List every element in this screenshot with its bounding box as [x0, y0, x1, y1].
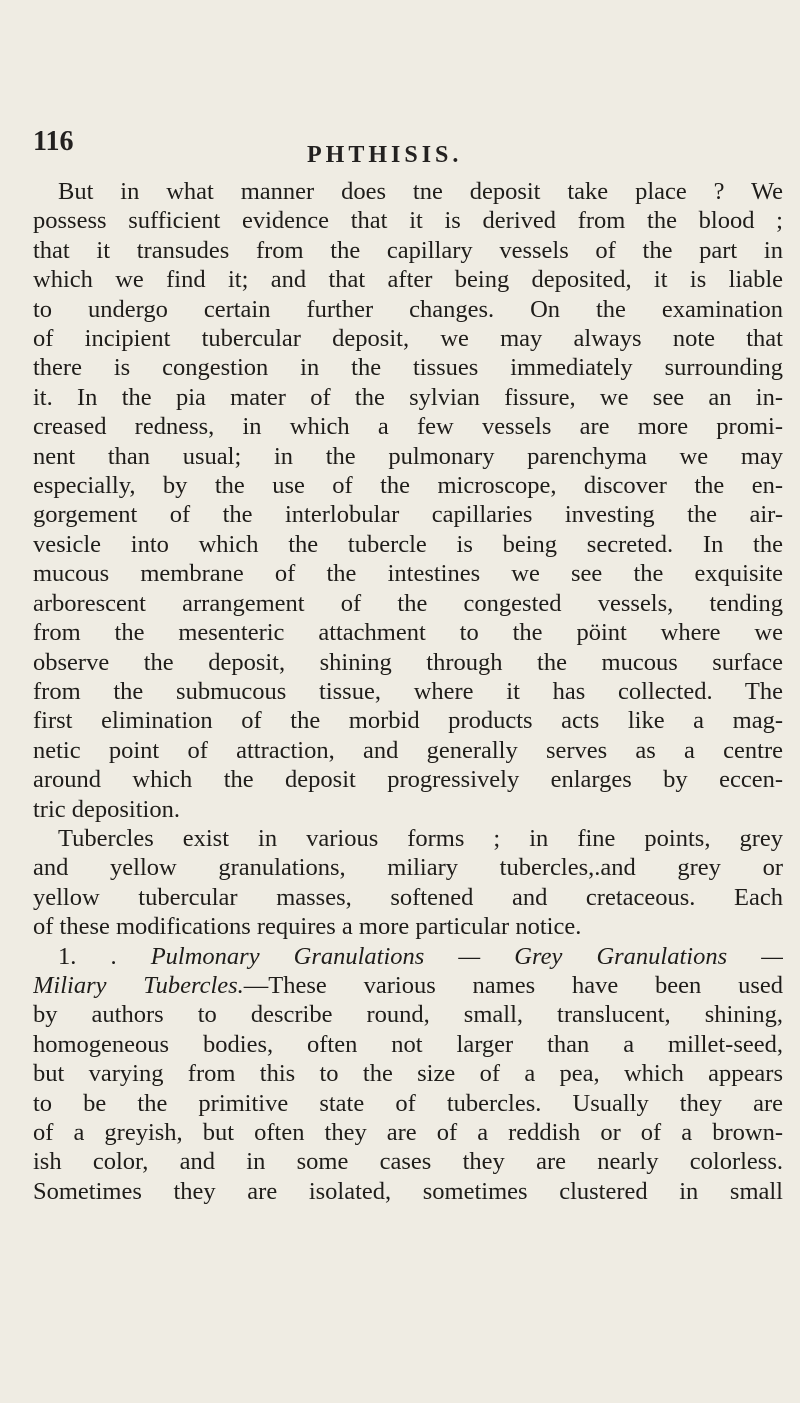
- text-line: to be the primitive state of tubercles. Usually they are: [33, 1089, 783, 1117]
- text-line: of incipient tubercular deposit, we may always note that: [33, 325, 783, 353]
- section-heading-italic: Pulmonary Granulations — Grey Granulations —: [150, 942, 783, 970]
- section-heading-line: [33, 942, 783, 971]
- text-line: arborescent arrangement of the congested vessels, tending: [33, 589, 783, 617]
- paragraph-2: [33, 824, 783, 942]
- text-line: Tubercles exist in various forms ; in fine points, grey: [58, 824, 783, 852]
- text-line: possess sufficient evidence that it is derived from the blood ;: [33, 207, 783, 235]
- text-line: of these modifications requires a more particular notice.: [33, 913, 582, 941]
- paragraph-3: [33, 942, 783, 1207]
- text-line: ish color, and in some cases they are nearly colorless.: [33, 1148, 783, 1176]
- text-line: but varying from this to the size of a pea, which appears: [33, 1060, 783, 1088]
- text-line: vesicle into which the tubercle is being secreted. In the: [33, 530, 783, 558]
- text-line: by authors to describe round, small, translucent, shining,: [33, 1001, 783, 1029]
- paragraph-1: [33, 177, 783, 824]
- text-line: there is congestion in the tissues immediately surrounding: [33, 354, 783, 382]
- running-head: PHTHISIS.: [307, 142, 463, 168]
- text-line: from the submucous tissue, where it has collected. The: [33, 677, 783, 705]
- text-line: But in what manner does tne deposit take place ? We: [58, 178, 783, 205]
- text-line: that it transudes from the capillary vessels of the part in: [33, 236, 783, 264]
- text-line: yellow tubercular masses, softened and cretaceous. Each: [33, 883, 783, 911]
- text-line: to undergo certain further changes. On the examination: [33, 295, 783, 323]
- section-heading-line-2: [33, 971, 783, 1000]
- text-line: of a greyish, but often they are of a reddish or of a brown-: [33, 1119, 783, 1146]
- text-line: from the mesenteric attachment to the pöint where we: [33, 619, 783, 647]
- text-line: homogeneous bodies, often not larger than a millet-seed,: [33, 1030, 783, 1058]
- text-line: mucous membrane of the intestines we see the exquisite: [33, 560, 783, 588]
- section-heading-italic-2: Miliary Tubercles.: [33, 971, 244, 999]
- text-line: observe the deposit, shining through the mucous surface: [33, 648, 783, 676]
- text-line: Sometimes they are isolated, sometimes clustered in small: [33, 1177, 783, 1205]
- text-line: which we find it; and that after being deposited, it is liable: [33, 266, 783, 294]
- text-line: netic point of attraction, and generally serves as a centre: [33, 736, 783, 764]
- text-line: tric deposition.: [33, 795, 180, 823]
- text-line: first elimination of the morbid products acts like a mag-: [33, 707, 783, 735]
- body-text: [33, 177, 783, 1206]
- section-heading-rest: —These various names have been used: [243, 971, 783, 999]
- text-line: especially, by the use of the microscope, discover the en-: [33, 472, 783, 500]
- text-line: around which the deposit progressively enlarges by eccen-: [33, 766, 783, 794]
- section-number: 1. .: [58, 942, 117, 970]
- text-line: and yellow granulations, miliary tubercles,.and grey or: [33, 854, 783, 882]
- text-line: creased redness, in which a few vessels are more promi-: [33, 413, 783, 441]
- text-line: nent than usual; in the pulmonary parenchyma we may: [33, 442, 783, 470]
- text-line: it. In the pia mater of the sylvian fissure, we see an in-: [33, 383, 783, 411]
- text-line: gorgement of the interlobular capillaries investing the air-: [33, 501, 783, 529]
- page-number: 116: [33, 126, 74, 157]
